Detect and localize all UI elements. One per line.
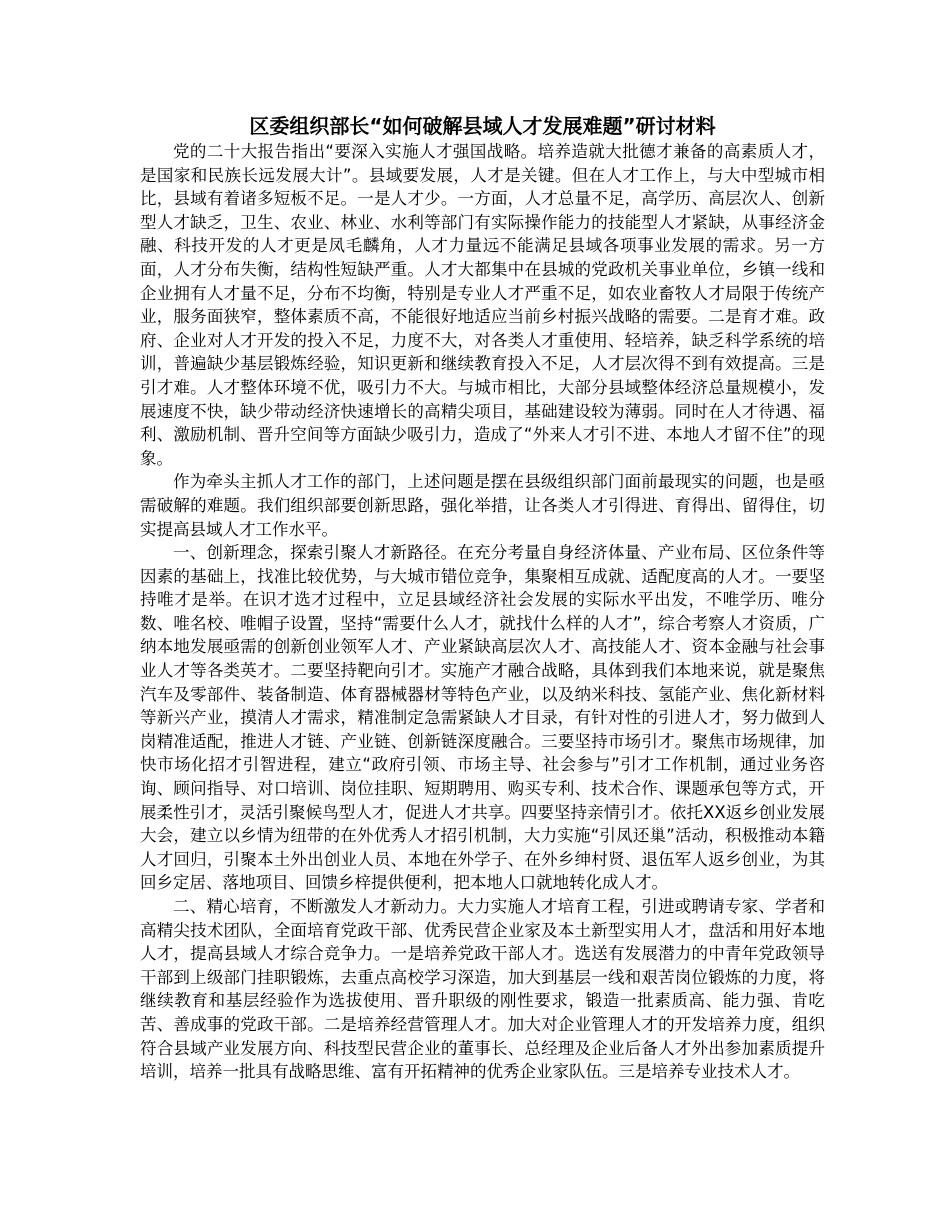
paragraph-intro: 党的二十大报告指出“要深入实施人才强国战略。培养造就大批德才兼备的高素质人才，是国家和民族长远发展大计”。县域要发展，人才是关键。但在人才工作上，与大中型城市相比，县域有着诸多短板不足。一是人才少。一方面，人才总量不足，高学历、高层次人、创新型人才缺乏，卫生、农业、林业、水利等部门有实际操作能力的技能型人才紧缺，从事经济金融、科技开发的人才更是凤毛麟角，人才力量远不能满足县域各项事业发展的需求。另一方面，人才分布失衡，结构性短缺严重。人才大都集中在县城的党政机关事业单位，乡镇一线和企业拥有人才量不足，分布不均衡，特别是专业人才严重不足，如农业畜牧人才局限于传统产业，服务面狭窄，整体素质不高，不能很好地适应当前乡村振兴战略的需要。二是育才难。政府、企业对人才开发的投入不足，力度不大，对各类人才重使用、轻培养，缺乏科学系统的培训，普遍缺少基层锻炼经验，知识更新和继续教育投入不足，人才层次得不到有效提高。三是引才难。人才整体环境不优，吸引力不大。与城市相比，大部分县域整体经济总量规模小，发展速度不快，缺少带动经济快速增长的高精尖项目，基础建设较为薄弱。同时在人才待遇、福利、激励机制、晋升空间等方面缺少吸引力，造成了“外来人才引不进、本地人才留不住”的现象。 — [140, 142, 825, 468]
document-page — [140, 112, 825, 1084]
paragraph-section-two: 二、精心培育，不断激发人才新动力。大力实施人才培育工程，引进或聘请专家、学者和高精尖技术团队，全面培育党政干部、优秀民营企业家及本土新型实用人才，盘活和用好本地人才，提高县域人才综合竞争力。一是培养党政干部人才。选送有发展潜力的中青年党政领导干部到上级部门挂职锻炼，去重点高校学习深造，加大到基层一线和艰苦岗位锻炼的力度，将继续教育和基层经验作为选拔使用、晋升职级的刚性要求，锻造一批素质高、能力强、肯吃苦、善成事的党政干部。二是培养经营管理人才。加大对企业管理人才的开发培养力度，组织符合县域产业发展方向、科技型民营企业的董事长、总经理及企业后备人才外出参加素质提升培训，培养一批具有战略思维、富有开拓精神的优秀企业家队伍。三是培养专业技术人才。 — [140, 897, 825, 1082]
document-title: 区委组织部长“如何破解县域人才发展难题”研讨材料 — [249, 114, 716, 138]
paragraph-section-one: 一、创新理念，探索引聚人才新路径。在充分考量自身经济体量、产业布局、区位条件等因素的基础上，找准比较优势，与大城市错位竞争，集聚相互成就、适配度高的人才。一要坚持唯才是举。在识才选才过程中，立足县域经济社会发展的实际水平出发，不唯学历、唯分数、唯名校、唯帽子设置，坚持“需要什么人才，就找什么样的人才”，综合考察人才资质，广纳本地发展亟需的创新创业领军人才、产业紧缺高层次人才、高技能人才、资本金融与社会事业人才等各类英才。二要坚持靶向引才。实施产才融合战略，具体到我们本地来说，就是聚焦汽车及零部件、装备制造、体育器械器材等特色产业，以及纳米科技、氢能产业、焦化新材料等新兴产业，摸清人才需求，精准制定急需紧缺人才目录，有针对性的引进人才，努力做到人岗精准适配，推进人才链、产业链、创新链深度融合。三要坚持市场引才。聚焦市场规律，加快市场化招才引智进程，建立“政府引领、市场主导、社会参与”引才工作机制，通过业务咨询、顾问指导、对口培训、岗位挂职、短期聘用、购买专利、技术合作、课题承包等方式，开展柔性引才，灵活引聚候鸟型人才，促进人才共享。四要坚持亲情引才。依托XX返乡创业发展大会，建立以乡情为纽带的在外优秀人才招引机制，大力实施“引凤还巢”活动，积极推动本籍人才回归，引聚本土外出创业人员、本地在外学子、在外乡绅村贤、退伍军人返乡创业，为其回乡定居、落地项目、回馈乡梓提供便利，把本地人口就地转化成人才。 — [140, 543, 825, 893]
paragraph-role: 作为牵头主抓人才工作的部门，上述问题是摆在县级组织部门面前最现实的问题，也是亟需破解的难题。我们组织部要创新思路，强化举措，让各类人才引得进、育得出、留得住，切实提高县域人才工作水平。 — [140, 472, 825, 539]
